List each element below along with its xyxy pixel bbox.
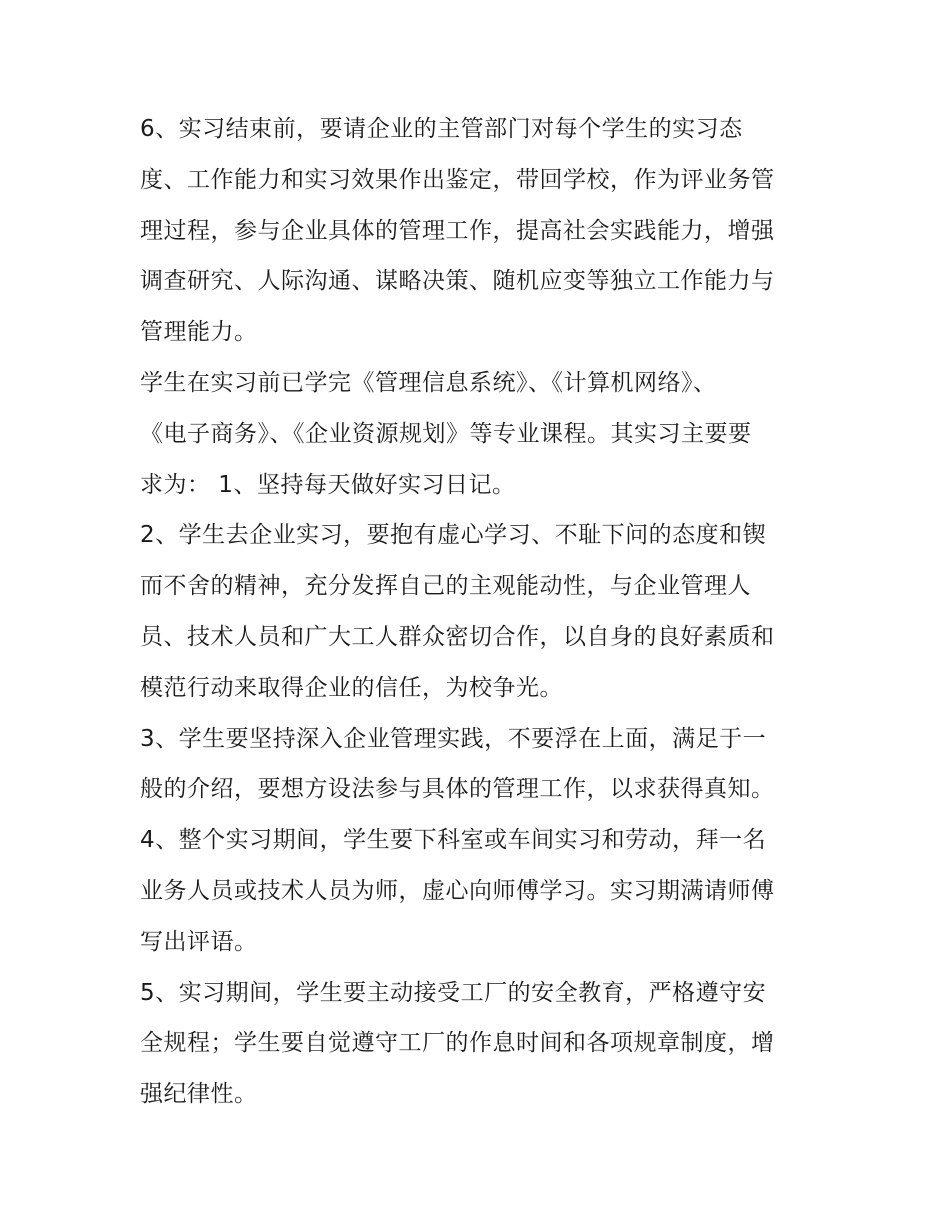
text-line: 2、学生去企业实习，要抱有虚心学习、不耻下问的态度和锲: [140, 522, 767, 549]
text-line: 调查研究、人际沟通、谋略决策、随机应变等独立工作能力与: [140, 268, 775, 295]
text-line: 3、学生要坚持深入企业管理实践，不要浮在上面，满足于一: [140, 725, 767, 752]
text-line: 4、整个实习期间，学生要下科室或车间实习和劳动，拜一名: [140, 827, 767, 854]
text-line: 全规程；学生要自觉遵守工厂的作息时间和各项规章制度，增: [140, 1030, 775, 1057]
text-line: 度、工作能力和实习效果作出鉴定，带回学校，作为评业务管: [140, 166, 775, 193]
text-line: 业务人员或技术人员为师，虚心向师傅学习。实习期满请师傅: [140, 877, 775, 904]
text-line: 求为： 1、坚持每天做好实习日记。: [140, 471, 516, 498]
text-line: 5、实习期间，学生要主动接受工厂的安全教育，严格遵守安: [140, 979, 767, 1006]
document-body: [140, 104, 820, 1120]
text-line: 管理能力。: [140, 319, 258, 346]
text-line: 模范行动来取得企业的信任，为校争光。: [140, 674, 563, 701]
text-line: 员、技术人员和广大工人群众密切合作，以自身的良好素质和: [140, 623, 775, 650]
text-line: 般的介绍，要想方设法参与具体的管理工作，以求获得真知。: [140, 776, 775, 803]
text-line: 6、实习结束前，要请企业的主管部门对每个学生的实习态: [140, 116, 743, 142]
text-line: 理过程，参与企业具体的管理工作，提高社会实践能力，增强: [140, 217, 775, 244]
text-line: 《电子商务》、《企业资源规划》等专业课程。其实习主要要: [140, 420, 752, 447]
text-line: 写出评语。: [140, 928, 258, 955]
text-line: 而不舍的精神，充分发挥自己的主观能动性，与企业管理人: [140, 573, 751, 600]
text-line: 学生在实习前已学完《管理信息系统》、《计算机网络》、: [140, 369, 717, 396]
text-line: 强纪律性。: [140, 1081, 258, 1108]
